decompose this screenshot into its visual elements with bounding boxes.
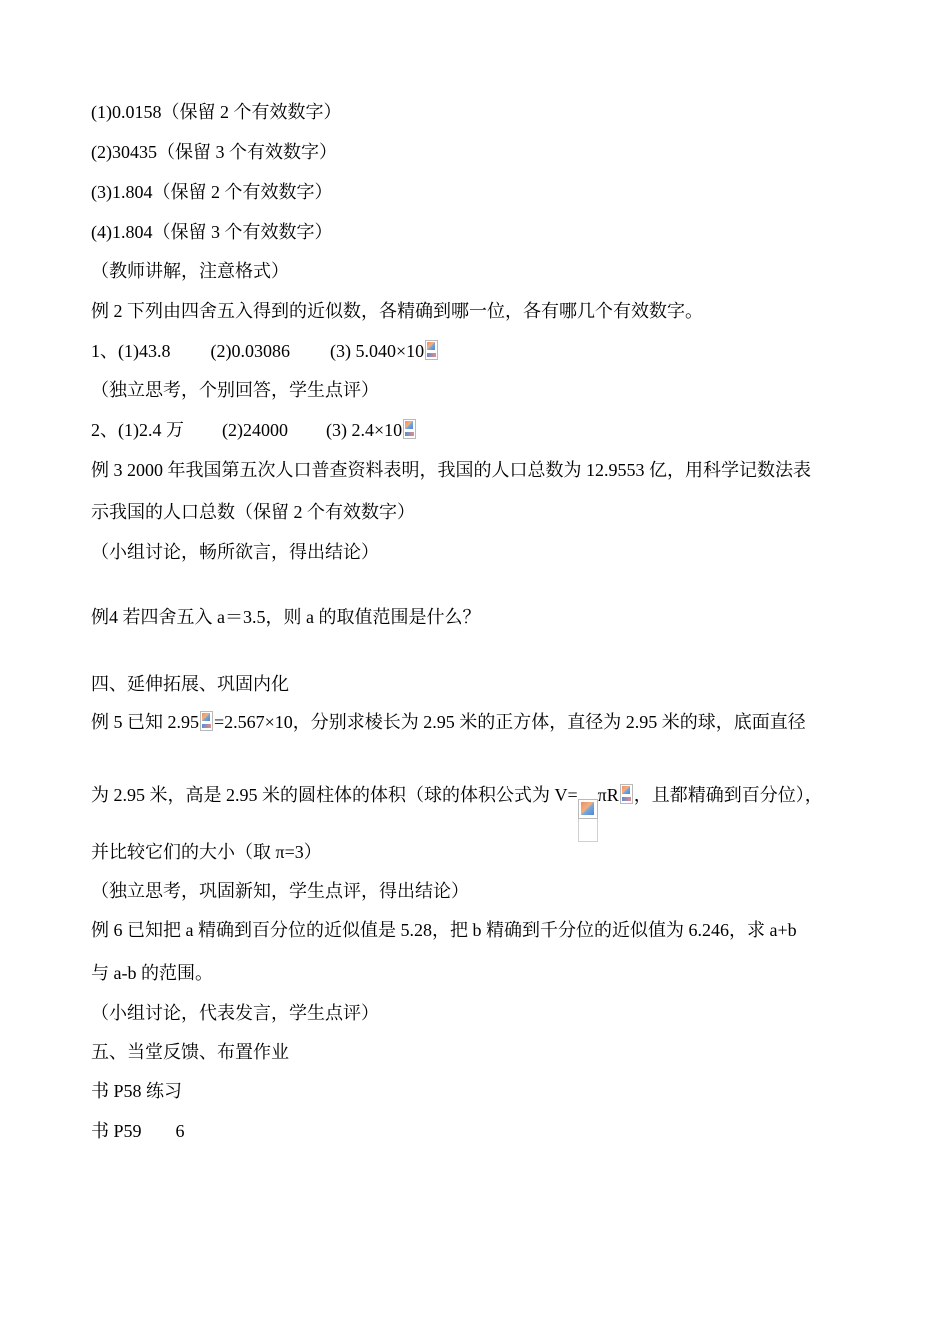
example-5-text-a: 例 5 已知 2.95	[91, 712, 199, 732]
activity-note-2: （小组讨论，畅所欲言，得出结论）	[91, 542, 379, 562]
example-5-text-c: 为 2.95 米，高是 2.95 米的圆柱体的体积（球的体积公式为 V=	[91, 785, 578, 805]
item-1-1: 1、(1)43.8	[91, 341, 171, 361]
exponent-image-icon	[620, 784, 633, 804]
item-1-2: (2)0.03086	[210, 341, 290, 361]
activity-note-4: （小组讨论，代表发言，学生点评）	[91, 1003, 379, 1023]
item-2-1: 2、(1)2.4 万	[91, 420, 184, 440]
item-2-2: (2)24000	[222, 420, 288, 440]
homework-2-item: 6	[175, 1121, 185, 1141]
homework-2-page: 书 P59	[91, 1121, 142, 1141]
example-5-text-d: ，且都精确到百分位），	[633, 785, 823, 805]
exercise-line-2: (2)30435（保留 3 个有效数字）	[91, 142, 337, 162]
exercise-line-3: (3)1.804（保留 2 个有效数字）	[91, 182, 333, 202]
homework-1: 书 P58 练习	[91, 1081, 183, 1101]
item-2-3: (3) 2.4×10	[326, 420, 403, 440]
example-2-part-2	[91, 418, 417, 442]
example-3-line-2: 示我国的人口总数（保留 2 个有效数字）	[91, 502, 415, 522]
activity-note-1: （独立思考，个别回答，学生点评）	[91, 380, 379, 400]
example-2-part-1	[91, 339, 439, 363]
section-5-heading: 五、当堂反馈、布置作业	[91, 1042, 289, 1062]
section-4-heading: 四、延伸拓展、巩固内化	[91, 674, 289, 694]
example-5-text-b: =2.567×10，分别求棱长为 2.95 米的正方体，直径为 2.95 米的球，底面直径	[214, 712, 806, 732]
item-1-3: (3) 5.040×10	[330, 341, 425, 361]
exercise-line-1: (1)0.0158（保留 2 个有效数字）	[91, 102, 342, 122]
example-3-line-1: 例 3 2000 年我国第五次人口普查资料表明，我国的人口总数为 12.9553 亿，用科学记数法表	[91, 460, 811, 480]
activity-note-3: （独立思考，巩固新知，学生点评，得出结论）	[91, 881, 469, 901]
example-5-line-2	[91, 783, 823, 842]
exercise-line-4: (4)1.804（保留 3 个有效数字）	[91, 222, 333, 242]
exponent-image-icon	[403, 419, 416, 439]
example-6-line-2: 与 a-b 的范围。	[91, 963, 213, 983]
fraction-image-icon	[578, 799, 598, 842]
example-2-heading: 例 2 下列由四舍五入得到的近似数，各精确到哪一位，各有哪几个有效数字。	[91, 301, 703, 321]
example-6-line-1: 例 6 已知把 a 精确到百分位的近似值是 5.28，把 b 精确到千分位的近似值为 6.246，求 a+b	[91, 920, 797, 940]
formula-pi-r: πR	[597, 785, 619, 805]
example-5-line-3: 并比较它们的大小（取 π=3）	[91, 842, 322, 862]
example-5-line-1	[91, 710, 806, 734]
example-4: 例4 若四舍五入 a＝3.5，则 a 的取值范围是什么？	[91, 607, 481, 627]
exponent-image-icon	[200, 711, 213, 731]
teacher-note: （教师讲解，注意格式）	[91, 261, 289, 281]
exponent-image-icon	[425, 340, 438, 360]
homework-2	[91, 1119, 185, 1143]
